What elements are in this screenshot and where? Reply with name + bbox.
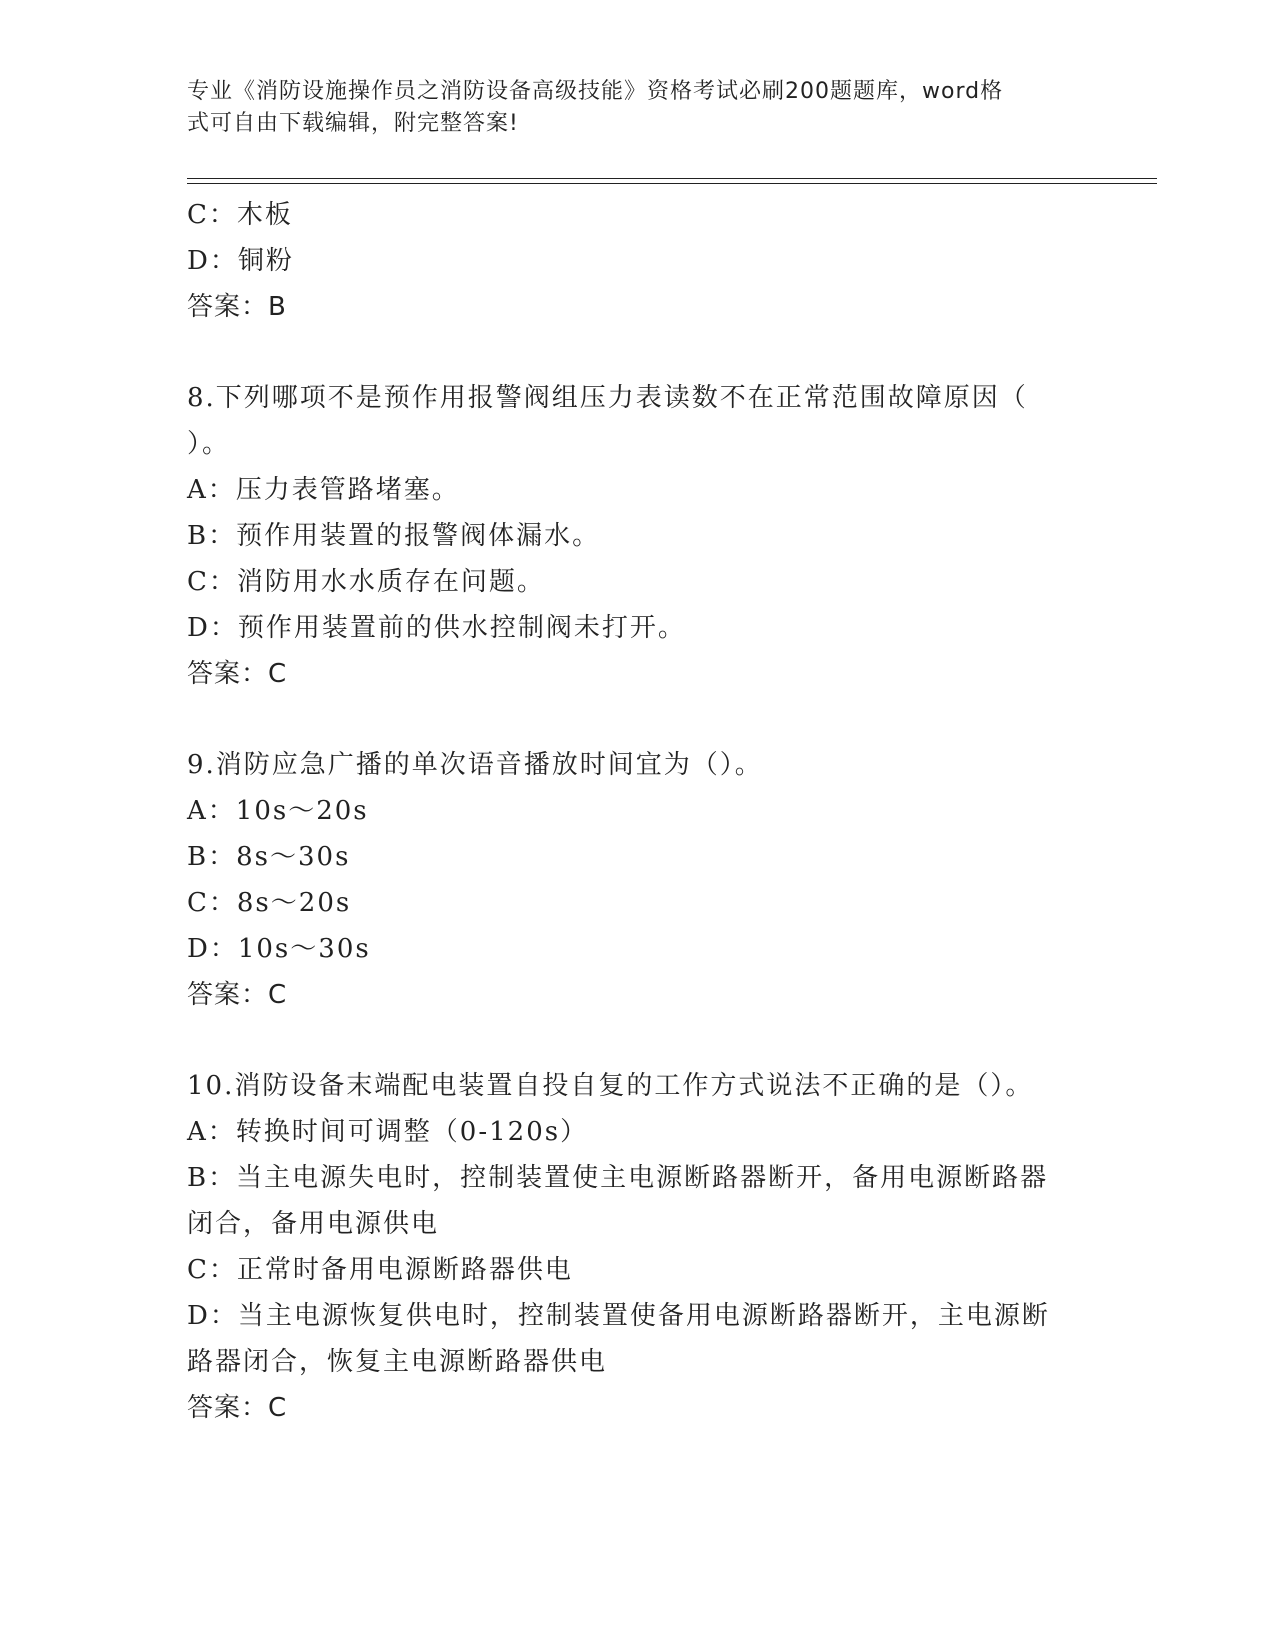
answer: 答案：C bbox=[187, 980, 288, 1010]
answer: 答案：C bbox=[187, 659, 288, 689]
option-c: C：木板 bbox=[187, 200, 293, 230]
option-c: C：正常时备用电源断路器供电 bbox=[187, 1255, 573, 1285]
answer: 答案：C bbox=[187, 1393, 288, 1423]
option-d: D：铜粉 bbox=[187, 246, 294, 276]
option-d: D：当主电源恢复供电时，控制装置使备用电源断路器断开，主电源断 bbox=[187, 1301, 1050, 1331]
option-b-cont: 闭合，备用电源供电 bbox=[187, 1209, 440, 1239]
option-a: A：压力表管路堵塞。 bbox=[187, 475, 460, 505]
option-b: B：当主电源失电时，控制装置使主电源断路器断开，备用电源断路器 bbox=[187, 1163, 1049, 1193]
option-a: A：10s～20s bbox=[187, 796, 369, 826]
question-stem-cont: ）。 bbox=[187, 429, 231, 459]
question-9 bbox=[187, 742, 1087, 1018]
option-a: A：转换时间可调整（0-120s） bbox=[187, 1117, 589, 1147]
document-header bbox=[187, 76, 1067, 140]
option-c: C：8s～20s bbox=[187, 888, 352, 918]
question-stem: 8.下列哪项不是预作用报警阀组压力表读数不在正常范围故障原因（ bbox=[187, 383, 1028, 413]
option-d: D：预作用装置前的供水控制阀未打开。 bbox=[187, 613, 686, 643]
header-line-2: 式可自由下载编辑，附完整答案! bbox=[187, 111, 519, 136]
option-b: B：8s～30s bbox=[187, 842, 351, 872]
question-10 bbox=[187, 1063, 1087, 1431]
document-body bbox=[187, 192, 1087, 1431]
option-d: D：10s～30s bbox=[187, 934, 371, 964]
question-stem: 9.消防应急广播的单次语音播放时间宜为（）。 bbox=[187, 750, 763, 780]
header-divider-bottom bbox=[187, 183, 1157, 184]
question-8 bbox=[187, 375, 1087, 697]
header-divider-top bbox=[187, 178, 1157, 179]
option-c: C：消防用水水质存在问题。 bbox=[187, 567, 545, 597]
option-b: B：预作用装置的报警阀体漏水。 bbox=[187, 521, 601, 551]
header-line-1: 专业《消防设施操作员之消防设备高级技能》资格考试必刷200题题库，word格 bbox=[187, 79, 1004, 104]
answer: 答案：B bbox=[187, 292, 287, 322]
question-stem: 10.消防设备末端配电装置自投自复的工作方式说法不正确的是（）。 bbox=[187, 1071, 1034, 1101]
option-d-cont: 路器闭合，恢复主电源断路器供电 bbox=[187, 1347, 608, 1377]
